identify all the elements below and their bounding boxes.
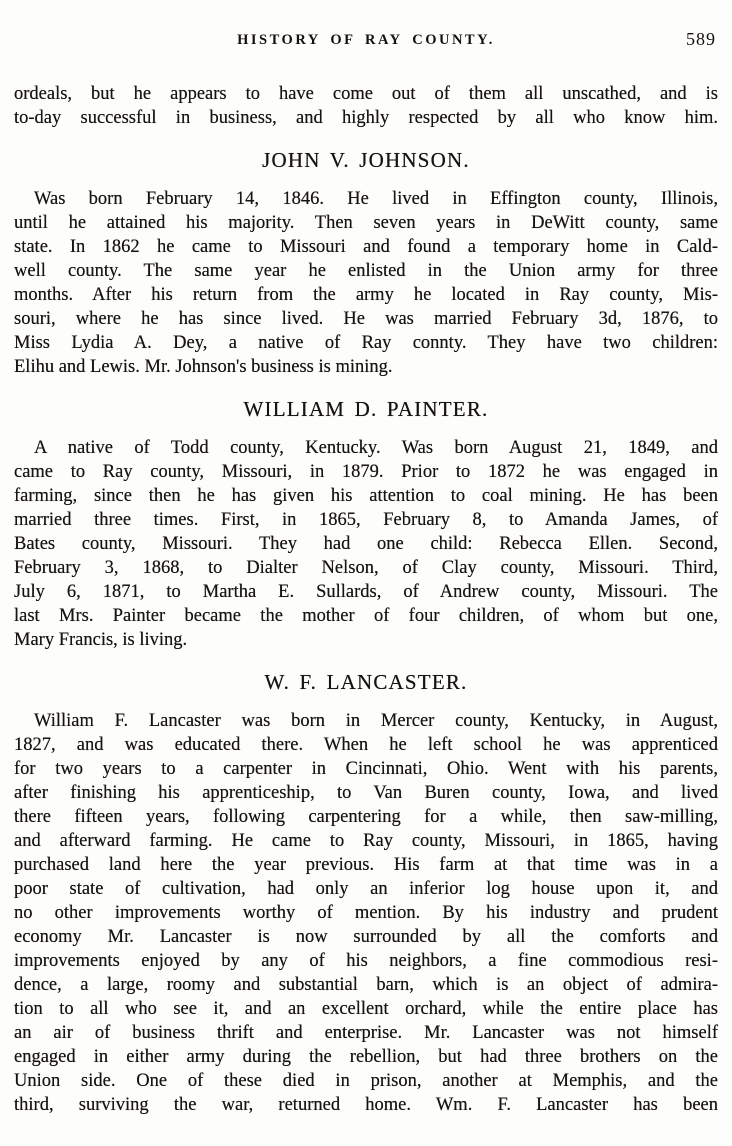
section-heading: JOHN V. JOHNSON. xyxy=(262,148,470,172)
text-line: ordeals, but he appears to have come out of them all unscathed, and is xyxy=(14,84,718,104)
section-heading: WILLIAM D. PAINTER. xyxy=(243,397,489,421)
page-body xyxy=(14,82,718,1117)
text-line: July 6, 1871, to Martha E. Sullards, of Andrew county, Missouri. The xyxy=(14,582,718,602)
text-line: to-day successful in business, and highly respected by all who know him. xyxy=(14,108,718,128)
text-line: after finishing his apprenticeship, to Van Buren county, Iowa, and lived xyxy=(14,783,718,803)
text-line: Was born February 14, 1846. He lived in Effington county, Illinois, xyxy=(34,189,718,209)
text-line: Elihu and Lewis. Mr. Johnson's business is mining. xyxy=(14,357,393,377)
text-line: Miss Lydia A. Dey, a native of Ray connty. They have two children: xyxy=(14,333,718,353)
text-line: for two years to a carpenter in Cincinnati, Ohio. Went with his parents, xyxy=(14,759,718,779)
running-header xyxy=(14,29,718,56)
paragraph xyxy=(14,82,718,130)
section-heading: W. F. LANCASTER. xyxy=(264,670,468,694)
text-line: until he attained his majority. Then seven years in DeWitt county, same xyxy=(14,213,718,233)
text-line: 1827, and was educated there. When he left school he was apprenticed xyxy=(14,735,718,755)
text-line: came to Ray county, Missouri, in 1879. Prior to 1872 he was engaged in xyxy=(14,462,718,482)
text-line: dence, a large, roomy and substantial barn, which is an object of admira- xyxy=(14,975,718,995)
text-line: poor state of cultivation, had only an inferior log house upon it, and xyxy=(14,879,718,899)
text-line: Mary Francis, is living. xyxy=(14,630,188,650)
text-line: improvements enjoyed by any of his neighbors, a fine commodious resi- xyxy=(14,951,718,971)
page-number: 589 xyxy=(686,29,716,49)
text-line: tion to all who see it, and an excellent orchard, while the entire place has xyxy=(14,999,718,1019)
text-line: married three times. First, in 1865, February 8, to Amanda James, of xyxy=(14,510,718,530)
text-line: Bates county, Missouri. They had one child: Rebecca Ellen. Second, xyxy=(14,534,718,554)
paragraph xyxy=(14,436,718,652)
text-line: economy Mr. Lancaster is now surrounded by all the comforts and xyxy=(14,927,718,947)
text-line: and afterward farming. He came to Ray county, Missouri, in 1865, having xyxy=(14,831,718,851)
text-line: William F. Lancaster was born in Mercer county, Kentucky, in August, xyxy=(34,711,718,731)
text-line: February 3, 1868, to Dialter Nelson, of Clay county, Missouri. Third, xyxy=(14,558,718,578)
paragraph xyxy=(14,187,718,379)
text-line: farming, since then he has given his attention to coal mining. He has been xyxy=(14,486,718,506)
text-line: there fifteen years, following carpentering for a while, then saw-milling, xyxy=(14,807,718,827)
text-line: months. After his return from the army he located in Ray county, Mis- xyxy=(14,285,718,305)
text-line: A native of Todd county, Kentucky. Was born August 21, 1849, and xyxy=(34,438,718,458)
text-line: third, surviving the war, returned home. Wm. F. Lancaster has been xyxy=(14,1095,718,1115)
text-line: an air of business thrift and enterprise. Mr. Lancaster was not himself xyxy=(14,1023,718,1043)
paragraph xyxy=(14,709,718,1117)
text-line: last Mrs. Painter became the mother of four children, of whom but one, xyxy=(14,606,718,626)
text-line: purchased land here the year previous. His farm at that time was in a xyxy=(14,855,718,875)
text-line: state. In 1862 he came to Missouri and found a temporary home in Cald- xyxy=(14,237,718,257)
text-line: Union side. One of these died in prison, another at Memphis, and the xyxy=(14,1071,718,1091)
text-line: souri, where he has since lived. He was married February 3d, 1876, to xyxy=(14,309,718,329)
text-line: well county. The same year he enlisted in the Union army for three xyxy=(14,261,718,281)
running-header-title: HISTORY OF RAY COUNTY. xyxy=(237,32,495,48)
text-line: no other improvements worthy of mention. By his industry and prudent xyxy=(14,903,718,923)
text-line: engaged in either army during the rebellion, but had three brothers on the xyxy=(14,1047,718,1067)
